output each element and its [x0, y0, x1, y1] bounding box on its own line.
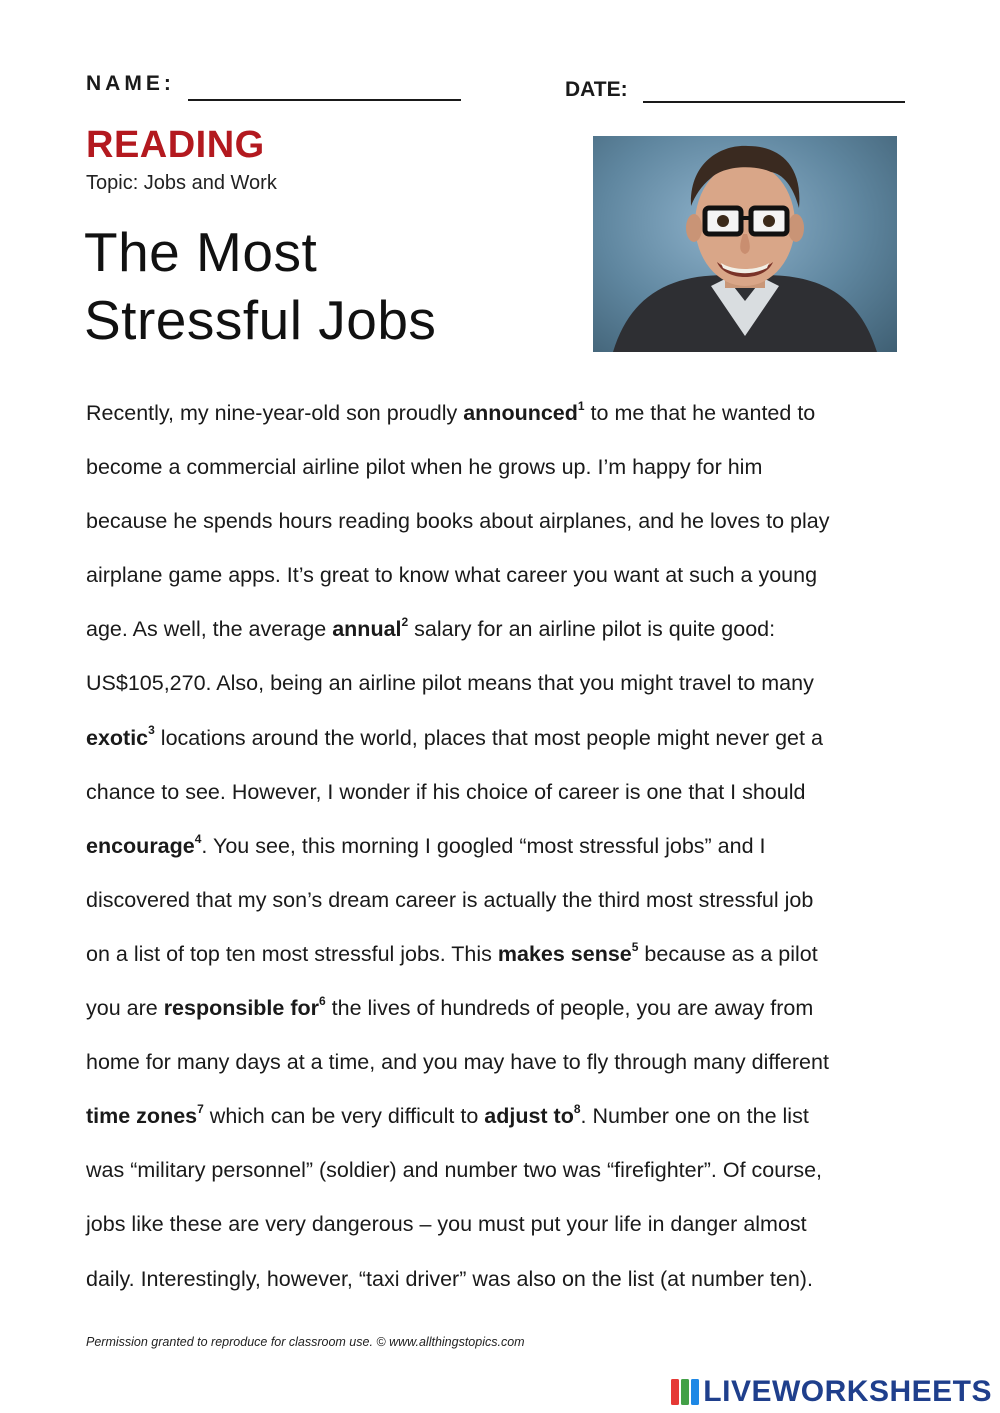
- page-title: [84, 218, 436, 354]
- passage-line: home for many days at a time, and you may have to fly through many different: [86, 1050, 829, 1075]
- vocab-word-4: encourage$^4$: [86, 831, 202, 858]
- vocab-word-8: adjust $to^8$: [484, 1102, 581, 1129]
- vocab-word-1: announced$^1$: [463, 398, 585, 425]
- vocab-word-5: makes sense$^5$: [497, 939, 639, 966]
- passage-line: was “military personnel” (soldier) and number two was “firefighter”. Of course,: [86, 1158, 823, 1183]
- passage-line: encourage$^4$. You see, this morning I googled “most stressful jobs” and I: [86, 831, 766, 858]
- vocab-word-7: time zones$^7$: [86, 1102, 204, 1129]
- brand-name: LIVEWORKSHEETS: [703, 1375, 992, 1408]
- reading-passage: [86, 386, 916, 1306]
- passage-line: jobs like these are very dangerous – you must put your life in danger almost: [86, 1212, 807, 1237]
- passage-line: daily. Interestingly, however, “taxi driver” was also on the list (at number ten).: [86, 1266, 813, 1291]
- permission-footer: Permission granted to reproduce for classroom use. © www.allthingstopics.com: [86, 1335, 525, 1349]
- passage-line: you are responsible for$^6$ the lives of hundreds of people, you are away from: [86, 993, 814, 1021]
- passage-line: become a commercial airline pilot when he grows up. I’m happy for him: [86, 455, 763, 480]
- passage-line: US$105,270. Also, being an airline pilot means that you might travel to many: [86, 671, 814, 696]
- passage-line: airplane game apps. It’s great to know what career you want at such a young: [86, 563, 818, 588]
- passage-line: on a list of top ten most stressful jobs. This makes sense$^5$ because as a pilot: [86, 939, 818, 966]
- name-label: NAME:: [86, 72, 175, 95]
- passage-line: discovered that my son’s dream career is actually the third most stressful job: [86, 887, 814, 912]
- vocab-word-3: exotic$^3$: [86, 723, 155, 750]
- passage-line: because he spends hours reading books about airplanes, and he loves to play: [86, 509, 830, 534]
- passage-line: exotic$^3$ locations around the world, places that most people might never get a: [86, 723, 823, 750]
- stressed-man-illustration: [593, 136, 897, 352]
- liveworksheets-brand[interactable]: [670, 1377, 992, 1407]
- passage-line: Recently, my nine-year-old son proudly announced$^1$ to me that he wanted to: [86, 398, 816, 425]
- passage-line: chance to see. However, I wonder if his choice of career is one that I should: [86, 779, 806, 804]
- passage-line: age. As well, the average annual$^2$ salary for an airline pilot is quite good:: [86, 615, 776, 642]
- title-line-1: The Most: [84, 221, 318, 283]
- title-line-2: Stressful Jobs: [84, 289, 437, 351]
- name-blank-line[interactable]: [188, 99, 461, 101]
- date-label: DATE:: [565, 78, 628, 101]
- liveworksheets-logo-icon: [670, 1377, 700, 1407]
- date-blank-line[interactable]: [643, 101, 905, 103]
- stressed-man-photo: [593, 136, 897, 352]
- passage-line: time zones$^7$ which can be very difficult to adjust $to^8$. Number one on the list: [86, 1102, 809, 1129]
- vocab-word-6: responsible for$^6$: [163, 993, 326, 1021]
- topic-line: Topic: Jobs and Work: [86, 172, 277, 194]
- vocab-word-2: annual$^2$: [332, 615, 409, 642]
- section-label: READING: [86, 124, 265, 166]
